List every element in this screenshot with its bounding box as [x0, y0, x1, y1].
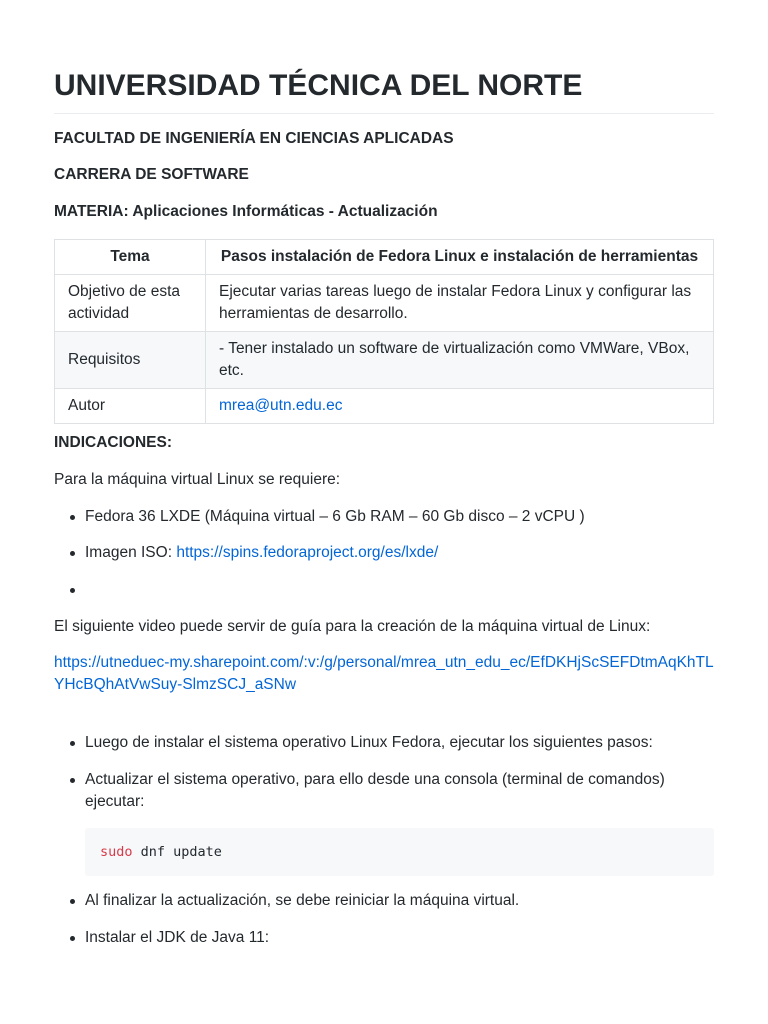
list-item: Luego de instalar el sistema operativo Linux Fedora, ejecutar los siguientes pasos:	[54, 732, 714, 754]
subject-heading: MATERIA: Aplicaciones Informáticas - Actualización	[54, 203, 438, 220]
page-title: UNIVERSIDAD TÉCNICA DEL NORTE	[54, 64, 714, 114]
video-link[interactable]: https://utneduec-my.sharepoint.com/:v:/g/personal/mrea_utn_edu_ec/EfDKHjScSEFDtmAqKhTLYHcBQhAtVwSuy-SlmzSCJ_aSNw	[54, 654, 714, 693]
career-heading: CARRERA DE SOFTWARE	[54, 166, 249, 183]
table-cell-value: Ejecutar varias tareas luego de instalar Fedora Linux y configurar las herramientas de desarrollo.	[206, 275, 714, 332]
table-cell-value	[206, 389, 714, 424]
table-row	[55, 275, 714, 332]
author-email-link[interactable]: mrea@utn.edu.ec	[219, 397, 343, 414]
vm-intro-text: Para la máquina virtual Linux se requiere:	[54, 471, 341, 488]
table-row	[55, 389, 714, 424]
code-block	[85, 828, 714, 876]
table-header-row	[55, 240, 714, 275]
table-cell-label: Objetivo de esta actividad	[55, 275, 206, 332]
video-intro-text: El siguiente video puede servir de guía para la creación de la máquina virtual de Linux:	[54, 618, 651, 635]
table-row	[55, 332, 714, 389]
video-link-paragraph	[54, 652, 714, 696]
iso-label: Imagen ISO:	[85, 544, 177, 561]
list-item: Fedora 36 LXDE (Máquina virtual – 6 Gb RAM – 60 Gb disco – 2 vCPU )	[54, 506, 714, 528]
code-command: dnf update	[132, 844, 222, 860]
code-keyword: sudo	[100, 844, 133, 860]
table-cell-label: Autor	[55, 389, 206, 424]
indications-heading: INDICACIONES:	[54, 434, 172, 451]
list-item: Al finalizar la actualización, se debe reiniciar la máquina virtual.	[54, 890, 714, 912]
list-item	[54, 542, 714, 564]
faculty-heading: FACULTAD DE INGENIERÍA EN CIENCIAS APLICADAS	[54, 130, 454, 147]
list-item	[54, 579, 714, 601]
table-cell-value: - Tener instalado un software de virtualización como VMWare, VBox, etc.	[206, 332, 714, 389]
list-item: Actualizar el sistema operativo, para ello desde una consola (terminal de comandos) ejecutar:	[54, 769, 714, 813]
table-cell-label: Requisitos	[55, 332, 206, 389]
list-item: Instalar el JDK de Java 11:	[54, 927, 714, 949]
iso-link[interactable]: https://spins.fedoraproject.org/es/lxde/	[176, 544, 439, 561]
table-header-cell: Tema	[55, 240, 206, 275]
table-header-cell: Pasos instalación de Fedora Linux e instalación de herramientas	[206, 240, 714, 275]
activity-table	[54, 239, 714, 424]
